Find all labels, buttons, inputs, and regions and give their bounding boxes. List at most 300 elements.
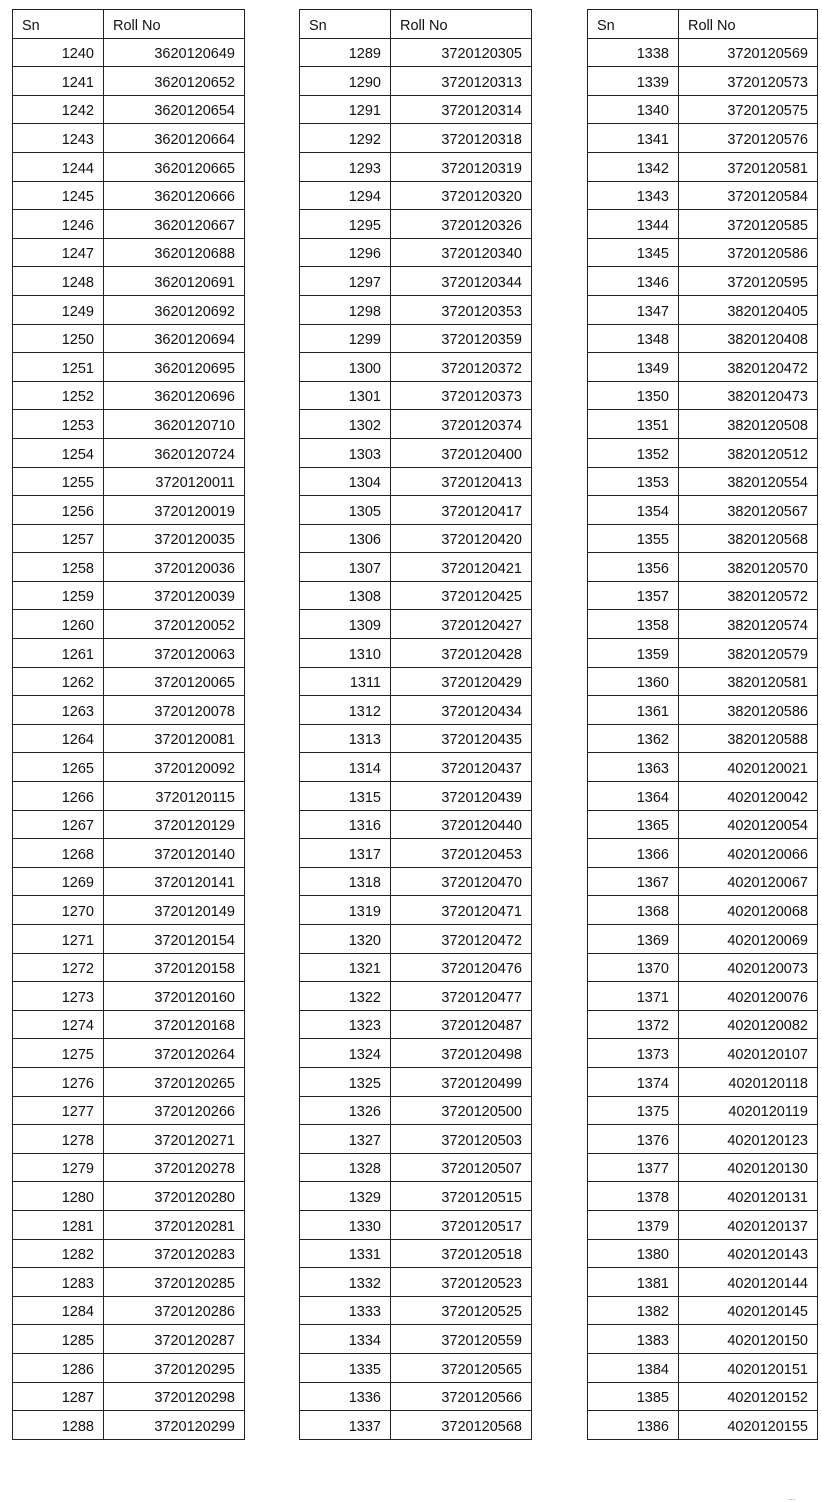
- table-row: [13, 867, 245, 896]
- roll-no-cell: 4020120042: [679, 782, 818, 811]
- sn-cell: 1276: [13, 1067, 104, 1096]
- roll-no-cell: 3720120476: [391, 953, 532, 982]
- roll-no-cell: 3620120695: [104, 353, 245, 382]
- roll-no-cell: 3720120081: [104, 724, 245, 753]
- sn-cell: 1342: [588, 152, 679, 181]
- roll-no-cell: 3720120318: [391, 124, 532, 153]
- table-row: [300, 1153, 532, 1182]
- sn-cell: 1247: [13, 238, 104, 267]
- table-row: [13, 1096, 245, 1125]
- table-row: [13, 353, 245, 382]
- sn-cell: 1306: [300, 524, 391, 553]
- roll-no-cell: 3720120487: [391, 1010, 532, 1039]
- roll-no-cell: 3720120278: [104, 1153, 245, 1182]
- table-row: [300, 1010, 532, 1039]
- table-row: [588, 238, 818, 267]
- sn-cell: 1321: [300, 953, 391, 982]
- roll-header: Roll No: [679, 10, 818, 39]
- sn-cell: 1283: [13, 1268, 104, 1297]
- sn-cell: 1317: [300, 839, 391, 868]
- roll-no-cell: 4020120119: [679, 1096, 818, 1125]
- table-row: [13, 753, 245, 782]
- sn-cell: 1311: [300, 667, 391, 696]
- roll-no-cell: 3820120574: [679, 610, 818, 639]
- sn-cell: 1286: [13, 1353, 104, 1382]
- table-row: [588, 152, 818, 181]
- table-row: [300, 1125, 532, 1154]
- sn-cell: 1250: [13, 324, 104, 353]
- roll-no-cell: 3720120525: [391, 1296, 532, 1325]
- sn-cell: 1264: [13, 724, 104, 753]
- table-row: [300, 782, 532, 811]
- roll-header: Roll No: [391, 10, 532, 39]
- sn-cell: 1359: [588, 639, 679, 668]
- roll-no-cell: 4020120130: [679, 1153, 818, 1182]
- roll-no-cell: 3720120498: [391, 1039, 532, 1068]
- roll-header: Roll No: [104, 10, 245, 39]
- roll-no-cell: 3720120440: [391, 810, 532, 839]
- table-row: [300, 353, 532, 382]
- table-row: [300, 1296, 532, 1325]
- sn-cell: 1351: [588, 410, 679, 439]
- sn-cell: 1340: [588, 95, 679, 124]
- roll-no-cell: 3720120429: [391, 667, 532, 696]
- roll-no-cell: 3820120581: [679, 667, 818, 696]
- sn-cell: 1337: [300, 1411, 391, 1440]
- sn-cell: 1299: [300, 324, 391, 353]
- roll-no-cell: 3720120319: [391, 152, 532, 181]
- roll-no-cell: 3720120340: [391, 238, 532, 267]
- sn-cell: 1364: [588, 782, 679, 811]
- roll-no-cell: 3720120039: [104, 581, 245, 610]
- sn-cell: 1381: [588, 1268, 679, 1297]
- sn-cell: 1312: [300, 696, 391, 725]
- roll-no-cell: 3720120470: [391, 867, 532, 896]
- sn-cell: 1269: [13, 867, 104, 896]
- roll-no-cell: 3720120313: [391, 67, 532, 96]
- sn-cell: 1297: [300, 267, 391, 296]
- table-row: [13, 925, 245, 954]
- sn-cell: 1334: [300, 1325, 391, 1354]
- sn-cell: 1325: [300, 1067, 391, 1096]
- table-row: [588, 724, 818, 753]
- sn-cell: 1386: [588, 1411, 679, 1440]
- roll-no-cell: 3720120471: [391, 896, 532, 925]
- table-row: [588, 1010, 818, 1039]
- roll-no-cell: 4020120145: [679, 1296, 818, 1325]
- sn-cell: 1254: [13, 438, 104, 467]
- sn-cell: 1309: [300, 610, 391, 639]
- sn-cell: 1263: [13, 696, 104, 725]
- roll-no-cell: 3720120092: [104, 753, 245, 782]
- table-row: [13, 1182, 245, 1211]
- roll-no-cell: 3820120568: [679, 524, 818, 553]
- roll-no-cell: 3720120295: [104, 1353, 245, 1382]
- sn-cell: 1304: [300, 467, 391, 496]
- sn-cell: 1252: [13, 381, 104, 410]
- sn-cell: 1338: [588, 38, 679, 67]
- sn-cell: 1296: [300, 238, 391, 267]
- sn-cell: 1373: [588, 1039, 679, 1068]
- sn-cell: 1347: [588, 295, 679, 324]
- roll-no-cell: 3720120168: [104, 1010, 245, 1039]
- table-row: [300, 1096, 532, 1125]
- table-row: [588, 581, 818, 610]
- table-row: [300, 639, 532, 668]
- table-row: [300, 1268, 532, 1297]
- table-row: [588, 67, 818, 96]
- sn-cell: 1343: [588, 181, 679, 210]
- sn-cell: 1346: [588, 267, 679, 296]
- roll-no-cell: 3720120372: [391, 353, 532, 382]
- table-row: [588, 925, 818, 954]
- sn-cell: 1251: [13, 353, 104, 382]
- sn-cell: 1376: [588, 1125, 679, 1154]
- roll-no-cell: 3720120314: [391, 95, 532, 124]
- roll-no-cell: 3720120585: [679, 210, 818, 239]
- roll-no-cell: 3720120154: [104, 925, 245, 954]
- header-row: [588, 10, 818, 39]
- roll-no-cell: 4020120152: [679, 1382, 818, 1411]
- roll-no-cell: 3720120140: [104, 839, 245, 868]
- sn-cell: 1313: [300, 724, 391, 753]
- sn-cell: 1367: [588, 867, 679, 896]
- sn-cell: 1301: [300, 381, 391, 410]
- table-row: [588, 1382, 818, 1411]
- roll-no-cell: 3720120320: [391, 181, 532, 210]
- table-row: [13, 696, 245, 725]
- roll-no-cell: 3720120141: [104, 867, 245, 896]
- sn-cell: 1352: [588, 438, 679, 467]
- roll-no-cell: 3720120299: [104, 1411, 245, 1440]
- sn-cell: 1336: [300, 1382, 391, 1411]
- roll-no-cell: 3820120567: [679, 496, 818, 525]
- roll-no-cell: 4020120143: [679, 1239, 818, 1268]
- table-row: [300, 1325, 532, 1354]
- table-row: [13, 295, 245, 324]
- table-row: [13, 381, 245, 410]
- sn-cell: 1329: [300, 1182, 391, 1211]
- table-row: [13, 410, 245, 439]
- table-row: [300, 867, 532, 896]
- table-row: [300, 67, 532, 96]
- roll-no-cell: 3720120417: [391, 496, 532, 525]
- sn-cell: 1291: [300, 95, 391, 124]
- roll-no-cell: 3720120286: [104, 1296, 245, 1325]
- table-row: [300, 1067, 532, 1096]
- table-row: [588, 667, 818, 696]
- roll-no-cell: 3720120036: [104, 553, 245, 582]
- sn-header: Sn: [588, 10, 679, 39]
- table-row: [588, 953, 818, 982]
- sn-cell: 1285: [13, 1325, 104, 1354]
- sn-cell: 1275: [13, 1039, 104, 1068]
- sn-cell: 1280: [13, 1182, 104, 1211]
- sn-cell: 1305: [300, 496, 391, 525]
- table-row: [300, 724, 532, 753]
- table-row: [300, 438, 532, 467]
- roll-no-cell: 3720120425: [391, 581, 532, 610]
- roll-no-cell: 3620120654: [104, 95, 245, 124]
- table-row: [588, 524, 818, 553]
- sn-cell: 1330: [300, 1210, 391, 1239]
- roll-no-cell: 3820120570: [679, 553, 818, 582]
- table-row: [300, 667, 532, 696]
- table-row: [588, 553, 818, 582]
- table-row: [13, 1153, 245, 1182]
- roll-no-cell: 3720120011: [104, 467, 245, 496]
- roll-no-cell: 4020120021: [679, 753, 818, 782]
- roll-no-cell: 3720120063: [104, 639, 245, 668]
- roll-no-cell: 3720120149: [104, 896, 245, 925]
- table-row: [300, 581, 532, 610]
- roll-no-cell: 3720120129: [104, 810, 245, 839]
- table-row: [13, 581, 245, 610]
- sn-cell: 1380: [588, 1239, 679, 1268]
- roll-no-cell: 3720120283: [104, 1239, 245, 1268]
- sn-cell: 1360: [588, 667, 679, 696]
- roll-no-cell: 3720120500: [391, 1096, 532, 1125]
- roll-no-cell: 4020120123: [679, 1125, 818, 1154]
- roll-no-cell: 3720120374: [391, 410, 532, 439]
- sn-cell: 1356: [588, 553, 679, 582]
- table-row: [588, 95, 818, 124]
- table-row: [300, 925, 532, 954]
- sn-cell: 1266: [13, 782, 104, 811]
- roll-no-cell: 4020120069: [679, 925, 818, 954]
- roll-no-cell: 3720120523: [391, 1268, 532, 1297]
- roll-no-cell: 3620120652: [104, 67, 245, 96]
- roll-no-cell: 3720120518: [391, 1239, 532, 1268]
- roll-no-cell: 3620120667: [104, 210, 245, 239]
- sn-cell: 1374: [588, 1067, 679, 1096]
- table-row: [300, 1411, 532, 1440]
- roll-no-cell: 4020120107: [679, 1039, 818, 1068]
- roll-no-cell: 3620120692: [104, 295, 245, 324]
- sn-cell: 1300: [300, 353, 391, 382]
- sn-cell: 1271: [13, 925, 104, 954]
- table-row: [588, 1296, 818, 1325]
- sn-cell: 1378: [588, 1182, 679, 1211]
- table-row: [13, 1268, 245, 1297]
- table-row: [13, 810, 245, 839]
- roll-no-cell: 3620120665: [104, 152, 245, 181]
- sn-cell: 1260: [13, 610, 104, 639]
- sn-cell: 1322: [300, 982, 391, 1011]
- table-row: [588, 1210, 818, 1239]
- sn-cell: 1365: [588, 810, 679, 839]
- sn-cell: 1368: [588, 896, 679, 925]
- sn-cell: 1270: [13, 896, 104, 925]
- roll-no-cell: 3720120326: [391, 210, 532, 239]
- sn-cell: 1361: [588, 696, 679, 725]
- table-row: [588, 810, 818, 839]
- roll-no-cell: 3820120508: [679, 410, 818, 439]
- roll-no-cell: 3720120019: [104, 496, 245, 525]
- roll-no-cell: 4020120066: [679, 839, 818, 868]
- roll-no-cell: 3720120035: [104, 524, 245, 553]
- roll-no-cell: 3720120344: [391, 267, 532, 296]
- table-row: [588, 295, 818, 324]
- sn-cell: 1265: [13, 753, 104, 782]
- table-row: [588, 1268, 818, 1297]
- sn-cell: 1333: [300, 1296, 391, 1325]
- table-row: [300, 839, 532, 868]
- table-row: [13, 324, 245, 353]
- table-row: [13, 210, 245, 239]
- table-row: [588, 1125, 818, 1154]
- roll-no-cell: 3620120691: [104, 267, 245, 296]
- sn-cell: 1362: [588, 724, 679, 753]
- table-row: [588, 210, 818, 239]
- sn-cell: 1303: [300, 438, 391, 467]
- table-row: [13, 1125, 245, 1154]
- sn-cell: 1277: [13, 1096, 104, 1125]
- roll-no-cell: 3720120434: [391, 696, 532, 725]
- sn-header: Sn: [13, 10, 104, 39]
- sn-cell: 1244: [13, 152, 104, 181]
- roll-no-cell: 4020120054: [679, 810, 818, 839]
- table-row: [588, 782, 818, 811]
- table-row: [13, 839, 245, 868]
- roll-no-cell: 3820120586: [679, 696, 818, 725]
- roll-no-cell: 3720120575: [679, 95, 818, 124]
- table-row: [588, 267, 818, 296]
- table-row: [588, 410, 818, 439]
- sn-cell: 1353: [588, 467, 679, 496]
- roll-no-cell: 3820120554: [679, 467, 818, 496]
- sn-cell: 1256: [13, 496, 104, 525]
- roll-no-cell: 4020120076: [679, 982, 818, 1011]
- table-row: [588, 639, 818, 668]
- table-row: [13, 95, 245, 124]
- sn-cell: 1355: [588, 524, 679, 553]
- table-row: [300, 181, 532, 210]
- sn-cell: 1259: [13, 581, 104, 610]
- table-row: [300, 810, 532, 839]
- roll-no-cell: 3720120427: [391, 610, 532, 639]
- table-row: [300, 1210, 532, 1239]
- roll-no-cell: 3720120565: [391, 1353, 532, 1382]
- roll-no-cell: 3720120515: [391, 1182, 532, 1211]
- table-row: [588, 1096, 818, 1125]
- roll-no-cell: 3620120710: [104, 410, 245, 439]
- roll-no-cell: 3720120421: [391, 553, 532, 582]
- sn-cell: 1363: [588, 753, 679, 782]
- sn-cell: 1255: [13, 467, 104, 496]
- table-row: [588, 1239, 818, 1268]
- roll-no-cell: 3720120595: [679, 267, 818, 296]
- sn-cell: 1310: [300, 639, 391, 668]
- roll-no-cell: 3720120573: [679, 67, 818, 96]
- roll-no-cell: 3720120584: [679, 181, 818, 210]
- sn-cell: 1345: [588, 238, 679, 267]
- table-row: [13, 496, 245, 525]
- table-row: [300, 696, 532, 725]
- table-row: [588, 1411, 818, 1440]
- sn-cell: 1242: [13, 95, 104, 124]
- table-row: [588, 1067, 818, 1096]
- table-row: [13, 67, 245, 96]
- table-row: [588, 839, 818, 868]
- roll-no-cell: 3720120265: [104, 1067, 245, 1096]
- table-row: [13, 1296, 245, 1325]
- roll-no-cell: 3720120353: [391, 295, 532, 324]
- table-row: [300, 524, 532, 553]
- table-row: [588, 896, 818, 925]
- table-row: [13, 953, 245, 982]
- sn-cell: 1319: [300, 896, 391, 925]
- sn-cell: 1328: [300, 1153, 391, 1182]
- sn-cell: 1316: [300, 810, 391, 839]
- sn-cell: 1323: [300, 1010, 391, 1039]
- table-row: [588, 1182, 818, 1211]
- sn-cell: 1258: [13, 553, 104, 582]
- sn-cell: 1241: [13, 67, 104, 96]
- sn-cell: 1369: [588, 925, 679, 954]
- table-row: [300, 238, 532, 267]
- table-row: [300, 38, 532, 67]
- sn-cell: 1335: [300, 1353, 391, 1382]
- sn-cell: 1249: [13, 295, 104, 324]
- roll-no-cell: 3720120507: [391, 1153, 532, 1182]
- table-row: [13, 181, 245, 210]
- sn-cell: 1354: [588, 496, 679, 525]
- roll-no-cell: 4020120151: [679, 1353, 818, 1382]
- roll-no-cell: 3720120065: [104, 667, 245, 696]
- sn-header: Sn: [300, 10, 391, 39]
- sn-cell: 1349: [588, 353, 679, 382]
- roll-no-cell: 3720120503: [391, 1125, 532, 1154]
- table-row: [300, 381, 532, 410]
- roll-no-cell: 3720120078: [104, 696, 245, 725]
- sn-cell: 1314: [300, 753, 391, 782]
- sn-cell: 1315: [300, 782, 391, 811]
- roll-no-cell: 3720120439: [391, 782, 532, 811]
- table-row: [300, 467, 532, 496]
- sn-cell: 1267: [13, 810, 104, 839]
- sn-cell: 1332: [300, 1268, 391, 1297]
- sn-cell: 1370: [588, 953, 679, 982]
- roll-no-cell: 3720120264: [104, 1039, 245, 1068]
- sn-cell: 1324: [300, 1039, 391, 1068]
- table-row: [300, 1239, 532, 1268]
- roll-no-cell: 3620120649: [104, 38, 245, 67]
- sn-cell: 1292: [300, 124, 391, 153]
- roll-no-cell: 3720120428: [391, 639, 532, 668]
- roll-no-cell: 3720120517: [391, 1210, 532, 1239]
- sn-cell: 1344: [588, 210, 679, 239]
- roll-no-cell: 3820120579: [679, 639, 818, 668]
- table-row: [13, 1411, 245, 1440]
- sn-cell: 1379: [588, 1210, 679, 1239]
- sn-cell: 1298: [300, 295, 391, 324]
- sn-cell: 1308: [300, 581, 391, 610]
- table-row: [300, 410, 532, 439]
- sn-cell: 1245: [13, 181, 104, 210]
- roll-no-cell: 3720120559: [391, 1325, 532, 1354]
- roll-no-cell: 3720120115: [104, 782, 245, 811]
- table-row: [13, 38, 245, 67]
- table-row: [13, 982, 245, 1011]
- table-row: [588, 1325, 818, 1354]
- table-row: [588, 467, 818, 496]
- sn-cell: 1383: [588, 1325, 679, 1354]
- sn-cell: 1294: [300, 181, 391, 210]
- table-row: [588, 38, 818, 67]
- roll-no-cell: 3720120581: [679, 152, 818, 181]
- table-row: [13, 238, 245, 267]
